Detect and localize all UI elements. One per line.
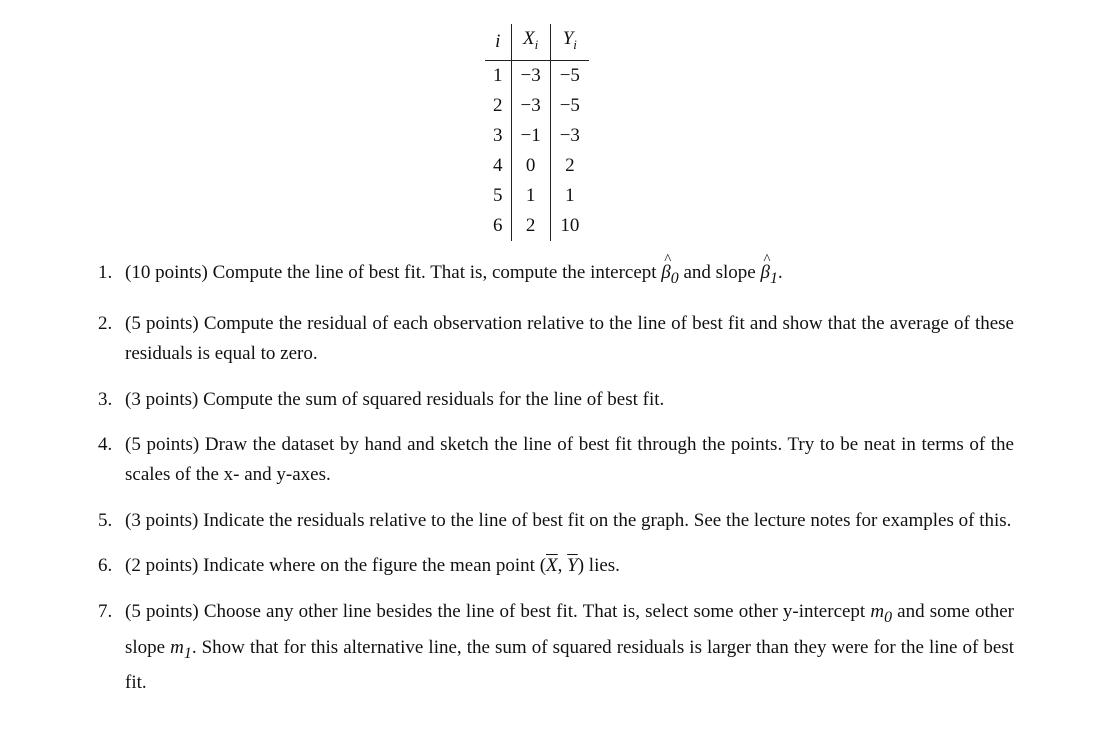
problem-text: (5 points) Compute the residual of each observation relative to the line of best fit and show that the average of these residuals is equal to zero.: [125, 313, 1014, 365]
beta1-hat: ^ β: [760, 258, 769, 288]
table-row: [485, 91, 589, 121]
cell-i: 6: [493, 214, 503, 236]
problem-list: [98, 258, 1014, 714]
table-row: [485, 181, 589, 211]
problem-text: (3 points) Compute the sum of squared residuals for the line of best fit.: [125, 388, 665, 410]
data-table: [485, 24, 589, 241]
cell-i: 2: [493, 94, 503, 116]
m1: m: [170, 636, 184, 658]
cell-x: 2: [511, 211, 550, 241]
cell-i: 1: [493, 64, 503, 86]
problem-number: 3.: [98, 388, 113, 410]
m0: m: [870, 600, 885, 622]
problem-item: 6. (2 points) Indicate where on the figure the mean point ($\overline{X}$, $\overline{Y}$) lies.: [98, 551, 1014, 581]
data-table-container: [485, 24, 589, 241]
problem-text: (3 points) Indicate the residuals relative to the line of best fit on the graph. See the lecture notes for examples of this.: [125, 509, 1012, 531]
table-row: [485, 151, 589, 181]
header-x: $X_i$: [511, 24, 550, 60]
cell-x: −3: [511, 60, 550, 91]
cell-i: 4: [493, 154, 503, 176]
problem-item: [98, 385, 1014, 415]
problem-item: 7. (5 points) Choose any other line besides the line of best fit. That is, select some other y-intercept $m_0$ and some other slope $m_1$. Show that for this alternative line, the sum of squared residuals is larger than they were for the line of best fit.: [98, 597, 1014, 699]
table-row: [485, 121, 589, 151]
header-y: $Y_i$: [550, 24, 589, 60]
problem-item: [98, 309, 1014, 369]
cell-y: 2: [550, 151, 589, 181]
problem-text: (5 points) Draw the dataset by hand and sketch the line of best fit through the points. Try to be neat in terms of the scales of the x- and y-axes.: [125, 434, 1014, 486]
y-bar: $\overline{Y}$: [567, 555, 578, 577]
cell-y: −5: [550, 60, 589, 91]
cell-x: −1: [511, 121, 550, 151]
cell-x: 1: [511, 181, 550, 211]
cell-x: −3: [511, 91, 550, 121]
problem-number: 2.: [98, 313, 113, 335]
problem-item: [98, 430, 1014, 490]
cell-x: 0: [511, 151, 550, 181]
table-row: [485, 211, 589, 241]
cell-y: −5: [550, 91, 589, 121]
beta0-hat: ^ β: [661, 258, 670, 288]
problem-number: 1.: [98, 262, 113, 283]
problem-number: 7.: [98, 600, 113, 622]
problem-item: [98, 506, 1014, 536]
cell-y: −3: [550, 121, 589, 151]
problem-number: 4.: [98, 434, 113, 456]
cell-y: 1: [550, 181, 589, 211]
header-i: i: [485, 24, 511, 60]
cell-i: 5: [493, 184, 503, 206]
problem-number: 6.: [98, 555, 113, 577]
table-row: [485, 60, 589, 91]
x-bar: $\overline{X}$: [546, 555, 558, 577]
problem-item: 1. (10 points) Compute the line of best fit. That is, compute the intercept ^ $\beta_0$ and slope ^ $\beta_1$.: [98, 258, 1014, 294]
cell-i: 3: [493, 124, 503, 146]
cell-y: 10: [550, 211, 589, 241]
problem-number: 5.: [98, 509, 113, 531]
table-header-row: [485, 24, 589, 60]
